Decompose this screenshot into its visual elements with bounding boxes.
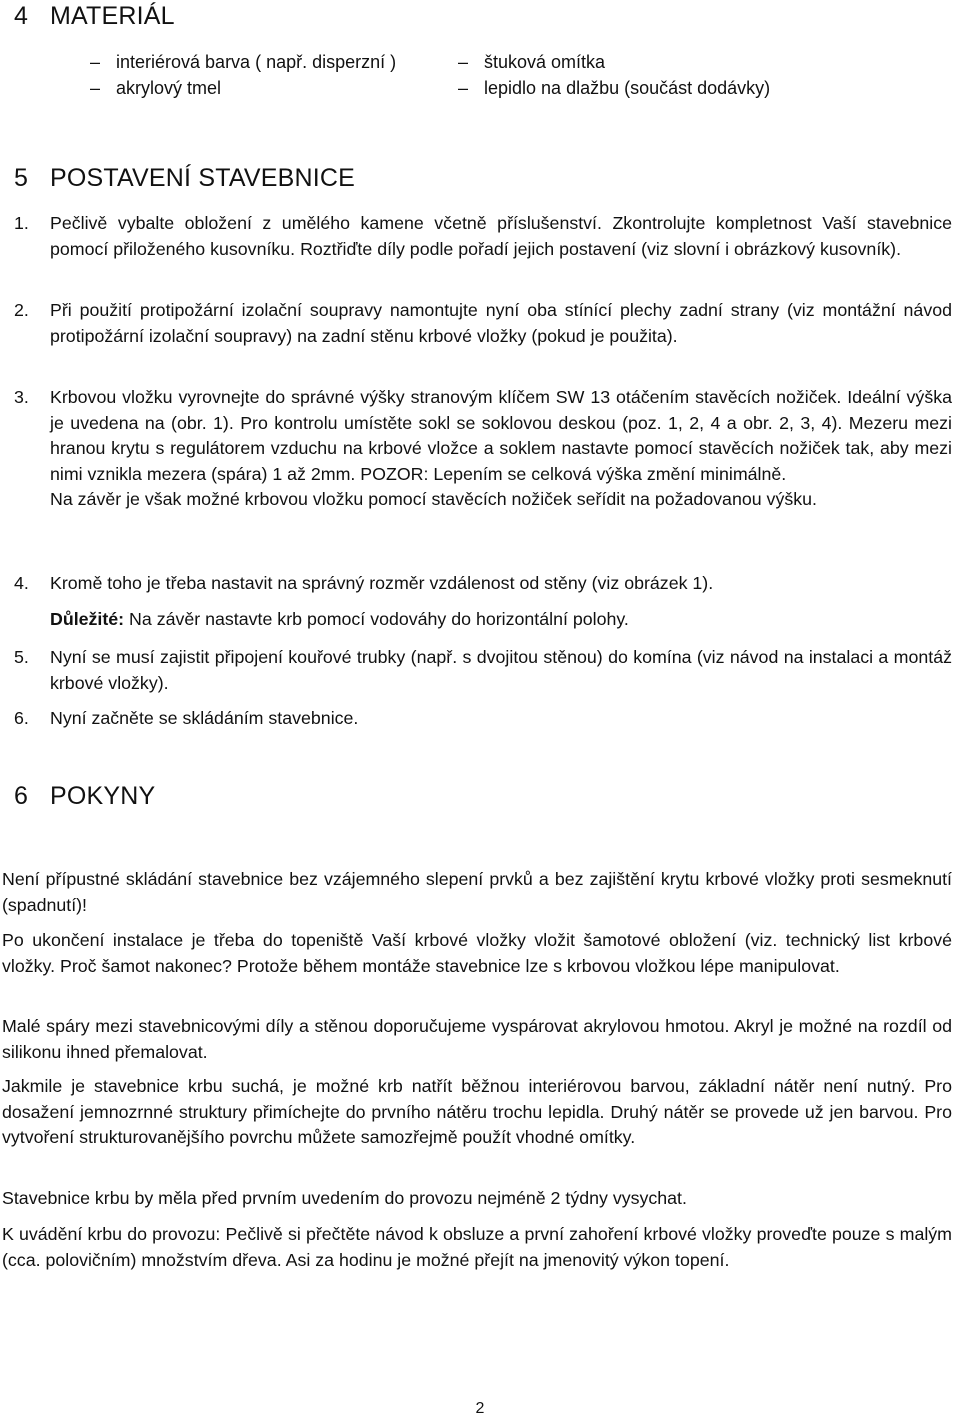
paragraph: Jakmile je stavebnice krbu suchá, je možné krb natřít běžnou interiérovou barvou, základní nátěr není nutný. Pro dosažení jemnozrnné struktury přimíchejte do prvního nátěru trochu lepidla. Druhý nátěr se provede už jen barvou. Pro vytvoření strukturovanějšího povrchu můžete samozřejmě použít vhodné omítky. — [2, 1076, 952, 1147]
item-number: 5. — [14, 647, 29, 667]
list-item — [14, 571, 952, 597]
paragraph: K uvádění krbu do provozu: Pečlivě si přečtěte návod k obsluze a první zahoření krbové vložky proveďte pouze s malým (cca. polovičním) množstvím dřeva. Asi za hodinu je možné přejít na jmenovitý výkon topení. — [2, 1224, 952, 1270]
item-text: Nyní začněte se skládáním stavebnice. — [50, 708, 359, 728]
important-label: Důležité: — [50, 609, 125, 629]
item-number: 6. — [14, 708, 29, 728]
section-title: MATERIÁL — [50, 2, 175, 30]
important-note — [50, 607, 950, 633]
paragraph: Není přípustné skládání stavebnice bez vzájemného slepení prvků a bez zajištění krytu krbové vložky proti sesmeknutí (spadnutí)! — [2, 869, 952, 915]
item-text-extra: Na závěr je však možné krbovou vložku pomocí stavěcích nožiček seřídit na požadovanou výšku. — [50, 489, 817, 509]
paragraph: Malé spáry mezi stavebnicovými díly a stěnou doporučujeme vyspárovat akrylovou hmotou. Akryl je možné na rozdíl od silikonu ihned přemalovat. — [2, 1016, 952, 1062]
list-item — [14, 706, 952, 732]
item-text: Při použití protipožární izolační soupravy namontujte nyní oba stínící plechy zadní strany (viz montážní návod protipožární izolační soupravy) na zadní stěnu krbové vložky (pokud je použita). — [50, 300, 952, 346]
material-item: – štuková omítka — [458, 52, 606, 72]
list-item — [14, 385, 952, 513]
section-title: POSTAVENÍ STAVEBNICE — [50, 164, 355, 192]
section-6-heading — [14, 782, 155, 811]
item-text: Nyní se musí zajistit připojení kouřové trubky (např. s dvojitou stěnou) do komína (viz návod na instalaci a montáž krbové vložky). — [50, 647, 952, 693]
section-number: 5 — [14, 164, 29, 192]
list-item — [14, 211, 952, 262]
list-item — [14, 298, 952, 349]
paragraph: Po ukončení instalace je třeba do topeniště Vaší krbové vložky vložit šamotové obložení (viz. technický list krbové vložky. Proč šamot nakonec? Protože během montáže stavebnice lze s krbovou vložkou lépe manipulovat. — [2, 930, 952, 976]
paragraph: Stavebnice krbu by měla před prvním uvedením do provozu nejméně 2 týdny vysychat. — [2, 1188, 687, 1208]
section-5-heading — [14, 164, 355, 193]
item-text: Kromě toho je třeba nastavit na správný rozměr vzdálenost od stěny (viz obrázek 1). — [50, 573, 714, 593]
item-number: 3. — [14, 387, 29, 407]
section-number: 4 — [14, 2, 29, 30]
section-title: POKYNY — [50, 782, 156, 810]
item-number: 1. — [14, 213, 29, 233]
item-number: 2. — [14, 300, 29, 320]
section-number: 6 — [14, 782, 29, 810]
item-text: Krbovou vložku vyrovnejte do správné výšky stranovým klíčem SW 13 otáčením stavěcích nožiček. Ideální výška je uvedena na (obr. 1). Pro kontrolu umístěte sokl se soklovou deskou (poz. 1, 2, 4 a obr. 2, 3, 4). Mezeru mezi hranou krytu s regulátorem vzduchu na krbové vložce a soklem nastavte pomocí stavěcích nožiček tak, aby mezi nimi vznikla mezera (spára) 1 až 2mm. POZOR: Lepením se celková výška změní minimálně. — [50, 387, 952, 484]
important-text: Na závěr nastavte krb pomocí vodováhy do horizontální polohy. — [124, 609, 629, 629]
item-number: 4. — [14, 573, 29, 593]
list-item — [14, 645, 952, 696]
item-text: Pečlivě vybalte obložení z umělého kamene včetně příslušenství. Zkontrolujte kompletnost Vaší stavebnice pomocí přiloženého kusovníku. Roztřiďte díly podle pořadí jejich postavení (viz slovní i obrázkový kusovník). — [50, 213, 952, 259]
material-item: – lepidlo na dlažbu (součást dodávky) — [458, 78, 771, 98]
page-number: 2 — [475, 1400, 485, 1417]
material-item: – akrylový tmel — [90, 78, 222, 98]
material-item: – interiérová barva ( např. disperzní ) — [90, 52, 397, 72]
section-4-heading — [14, 2, 175, 31]
